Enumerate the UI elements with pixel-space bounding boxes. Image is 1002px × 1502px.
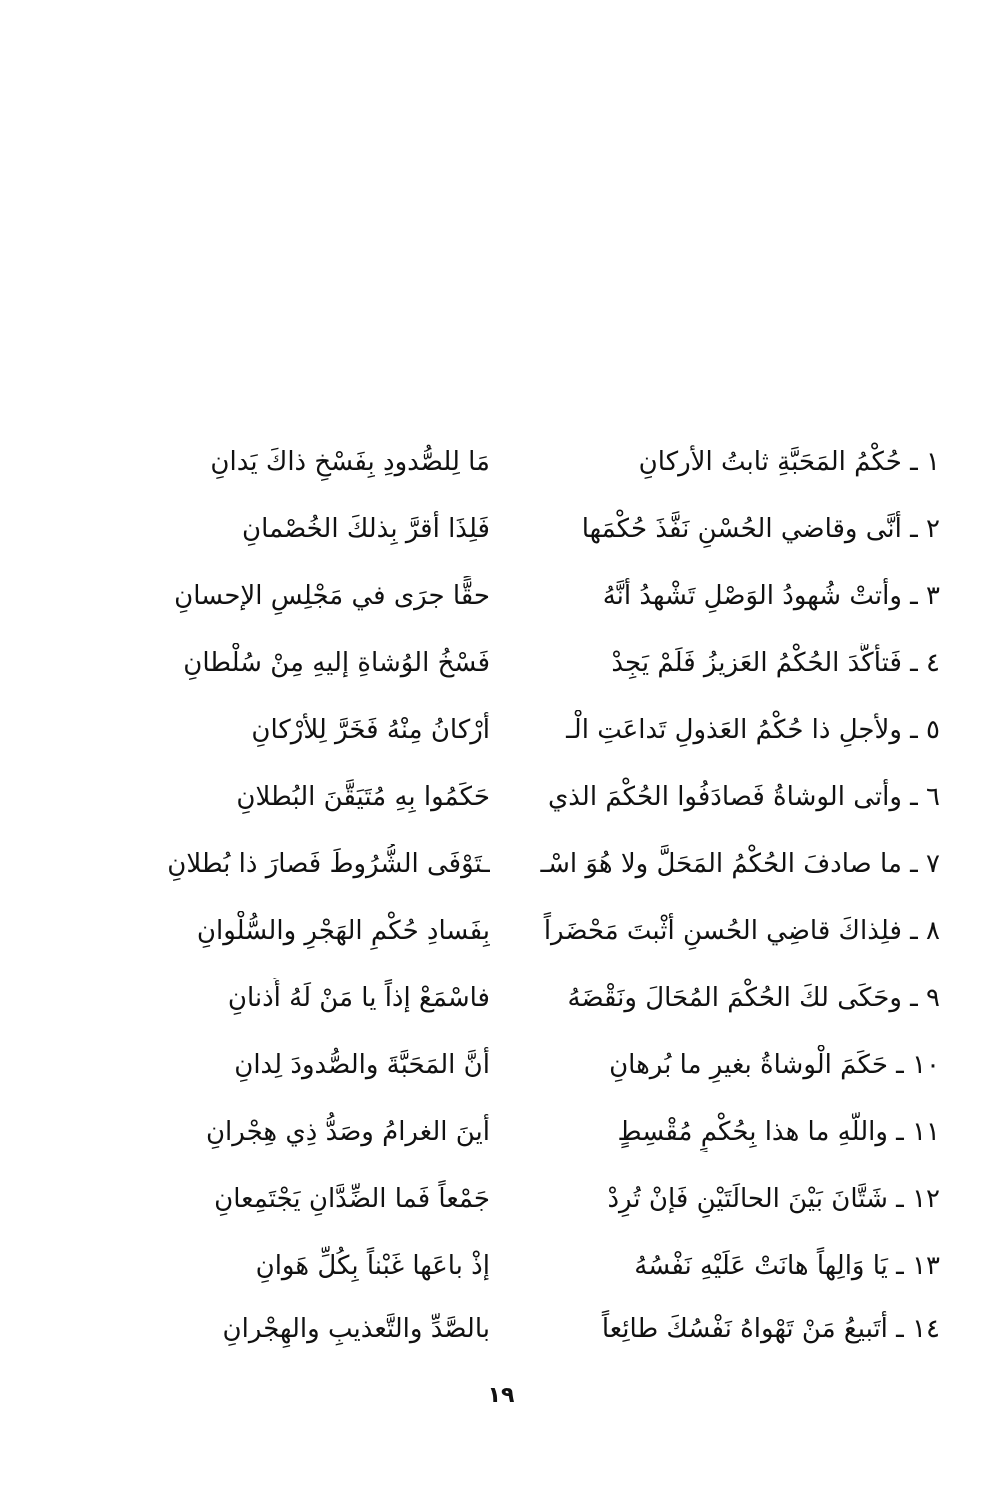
verse-first-hemistich: ٥ ـ ولأجلِ ذا حُكْمُ العَذولِ تَداعَتِ الْـ (566, 714, 940, 745)
poem (60, 428, 940, 1359)
verse-second-hemistich: أينَ الغرامُ وصَدُّ ذِي هِجْرانِ (205, 1116, 490, 1147)
verse-first-hemistich: ٢ ـ أنَّى وقاضي الحُسْنِ نَفَّذَ حُكْمَها (581, 513, 940, 544)
verse-second-hemistich: جَمْعاً فَما الضِّدَّانِ يَجْتَمِعانِ (214, 1183, 490, 1214)
verse-second-hemistich: حَكَمُوا بِهِ مُتَيَقَّنَ البُطلانِ (236, 781, 490, 812)
verse-second-hemistich: فاسْمَعْ إذاً يا مَنْ لَهُ أُذنانِ (227, 982, 490, 1013)
verse-line (60, 428, 940, 495)
verse-second-hemistich: أرْكانُ مِنْهُ فَخَرَّ لِلأرْكانِ (251, 714, 490, 745)
verse-second-hemistich: مَا لِلصُّدودِ بِفَسْخِ ذاكَ يَدانِ (210, 446, 490, 477)
verse-line (60, 897, 940, 964)
verse-second-hemistich: بالصَّدِّ والتَّعذيبِ والهِجْرانِ (222, 1314, 490, 1344)
verse-first-hemistich: ١١ ـ واللَّهِ ما هذا بِحُكْمٍ مُقْسِطٍ (617, 1116, 940, 1147)
verse-line (60, 1031, 940, 1098)
verse-line (60, 629, 940, 696)
verse-second-hemistich: حقًّا جرَى في مَجْلِسِ الإحسانِ (174, 580, 490, 611)
verse-second-hemistich: فَسْخُ الوُشاةِ إليهِ مِنْ سُلْطانِ (183, 647, 490, 678)
verse-line (60, 830, 940, 897)
verse-line (60, 1098, 940, 1165)
verse-line (60, 1165, 940, 1232)
verse-first-hemistich: ٤ ـ فَتأكَّدَ الحُكْمُ العَزيزُ فَلَمْ يَجِدْ (611, 647, 940, 678)
page-number: ١٩ (487, 1383, 515, 1408)
verse-second-hemistich: بِفَسادِ حُكْمِ الهَجْرِ والسُّلْوانِ (196, 915, 490, 946)
verse-line (60, 495, 940, 562)
verse-first-hemistich: ٦ ـ وأتى الوشاةُ فَصادَفُوا الحُكْمَ الذي (547, 781, 940, 812)
verse-second-hemistich: ـتَوْفَى الشُّرُوطَ فَصارَ ذا بُطلانِ (167, 848, 490, 879)
verse-first-hemistich: ١٢ ـ شَتَّانَ بَيْنَ الحالَتَيْنِ فَإنْ تُرِدْ (607, 1183, 940, 1214)
verse-first-hemistich: ٨ ـ فلِذاكَ قاضِي الحُسنِ أثْبتَ مَحْضَراً (543, 915, 940, 946)
verse-first-hemistich: ١٣ ـ يَا وَالِهاً هانَتْ عَلَيْهِ نَفْسُهُ (634, 1250, 940, 1281)
verse-second-hemistich: إذْ باعَها غَبْناً بِكُلِّ هَوانِ (255, 1250, 490, 1281)
verse-line (60, 1232, 940, 1299)
verse-first-hemistich: ١٠ ـ حَكَمَ الْوشاةُ بغيرِ ما بُرهانِ (609, 1049, 940, 1080)
verse-first-hemistich: ١ ـ حُكْمُ المَحَبَّةِ ثابتُ الأركانِ (638, 446, 940, 477)
verse-line (60, 696, 940, 763)
verse-line (60, 964, 940, 1031)
verse-line (60, 562, 940, 629)
verse-first-hemistich: ٣ ـ وأتتْ شُهودُ الوَصْلِ تَشْهدُ أنَّهُ (602, 580, 940, 611)
verse-line (60, 763, 940, 830)
verse-first-hemistich: ٩ ـ وحَكَى لكَ الحُكْمَ المُحَالَ ونَقْضَهُ (567, 982, 940, 1013)
verse-second-hemistich: فَلِذَا أقرَّ بِذلكَ الخُصْمانِ (242, 513, 490, 544)
verse-first-hemistich: ٧ ـ ما صادفَ الحُكْمُ المَحَلَّ ولا هُوَ اسْـ (540, 848, 940, 879)
verse-first-hemistich: ١٤ ـ أتَبيعُ مَنْ تَهْواهُ نَفْسُكَ طائِعاً (601, 1314, 940, 1344)
verse-line (60, 1299, 940, 1359)
verse-second-hemistich: أنَّ المَحَبَّةَ والصُّدودَ لِدانِ (234, 1049, 490, 1080)
